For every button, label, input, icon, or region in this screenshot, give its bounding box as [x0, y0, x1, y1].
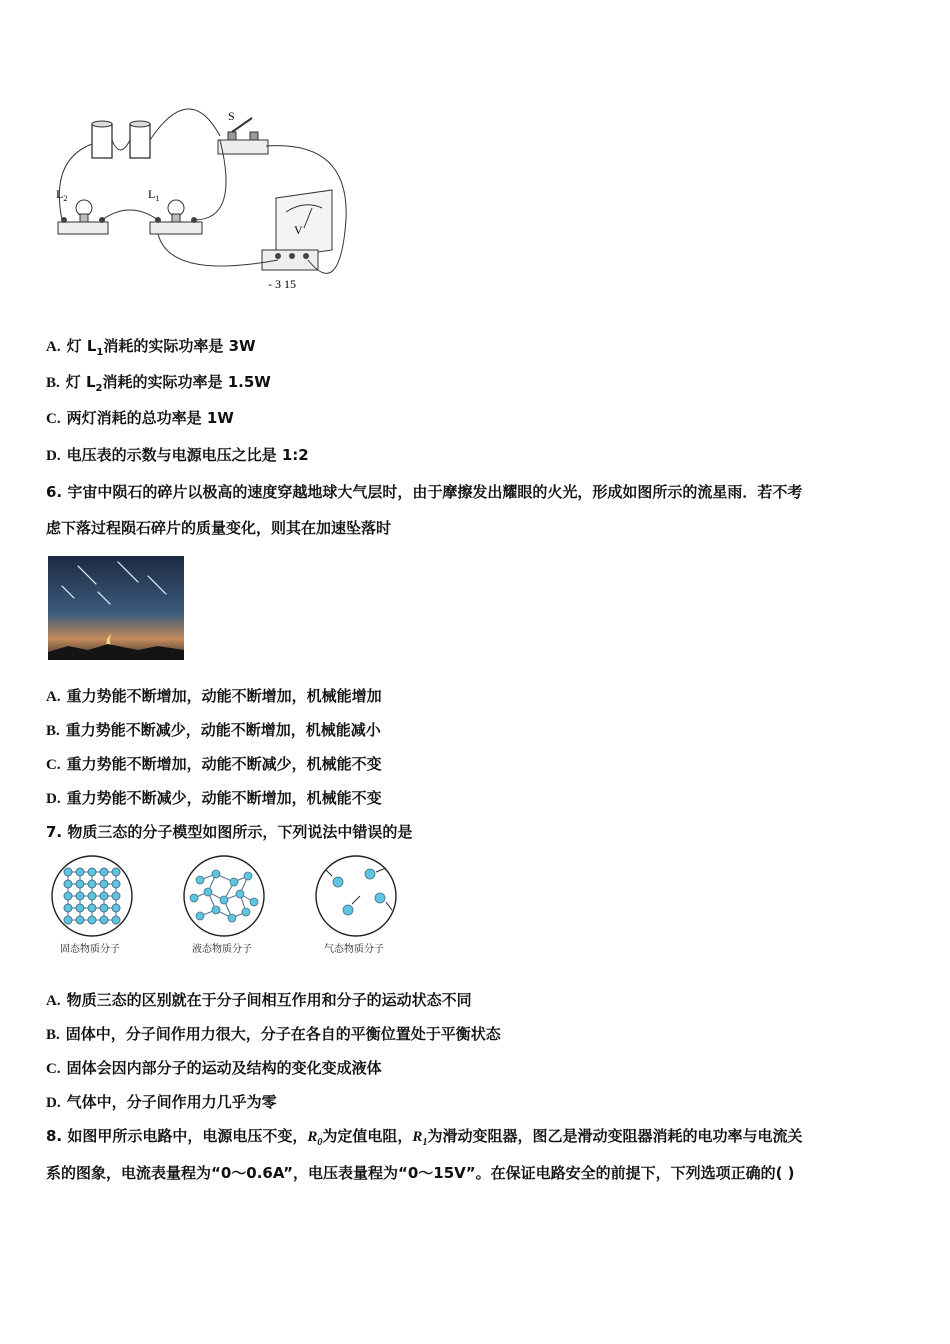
solid-molecule	[112, 880, 120, 888]
solid-molecule	[100, 904, 108, 912]
q5-option-a: A. 灯 $L_1$消耗的实际功率是 3W	[46, 337, 256, 358]
solid-molecule	[76, 892, 84, 900]
solid-model-icon	[52, 856, 132, 936]
switch-icon	[218, 118, 268, 154]
liquid-model-icon	[184, 856, 264, 936]
lamp-l2-icon	[58, 200, 108, 234]
q6-option-a: A. 重力势能不断增加，动能不断增加，机械能增加	[46, 687, 382, 705]
lamp2-sub: 2	[63, 194, 68, 203]
solid-molecule	[88, 880, 96, 888]
solid-molecule	[112, 892, 120, 900]
solid-molecule	[112, 916, 120, 924]
q8-stem-line1: 8. 如图甲所示电路中，电源电压不变，$R_0$为定值电阻，$R_1$为滑动变阻器，图乙是滑动变阻器消耗的电功率与电流关	[46, 1127, 803, 1148]
circuit-diagram	[50, 100, 360, 300]
solid-molecule	[64, 880, 72, 888]
caption-solid: 固态物质分子	[60, 944, 120, 955]
switch-label: S	[228, 109, 235, 123]
solid-molecule	[76, 916, 84, 924]
q6-option-c: C. 重力势能不断增加，动能不断减少，机械能不变	[46, 755, 382, 773]
lamp-l1-icon	[150, 200, 202, 234]
solid-molecule	[88, 868, 96, 876]
solid-molecule	[64, 868, 72, 876]
solid-molecule	[100, 868, 108, 876]
solid-molecule	[88, 892, 96, 900]
solid-molecule	[64, 916, 72, 924]
caption-liquid: 液态物质分子	[192, 944, 252, 955]
solid-molecule	[76, 868, 84, 876]
solid-molecule	[100, 880, 108, 888]
svg-text:L2	[56, 187, 67, 203]
q7-stem: 7. 物质三态的分子模型如图所示，下列说法中错误的是	[46, 823, 413, 841]
battery-icon	[92, 121, 150, 158]
q7-option-d: D. 气体中，分子间作用力几乎为零	[46, 1093, 277, 1111]
solid-molecule	[100, 892, 108, 900]
caption-gas: 气态物质分子	[324, 944, 384, 955]
q6-option-b: B. 重力势能不断减少，动能不断增加，机械能减小	[46, 721, 381, 739]
meter-label: V	[294, 223, 303, 237]
q6-stem-line1: 6. 宇宙中陨石的碎片以极高的速度穿越地球大气层时，由于摩擦发出耀眼的火光，形成如图所示的流星雨．若不考	[46, 483, 803, 501]
meteor-shower-image	[48, 556, 184, 660]
solid-molecule	[76, 904, 84, 912]
solid-molecule	[76, 880, 84, 888]
terminal-labels: - 3 15	[268, 277, 296, 291]
lamp1-sub: 1	[155, 194, 160, 203]
lamp2-label: L	[56, 187, 64, 201]
q6-stem-line2: 虑下落过程陨石碎片的质量变化，则其在加速坠落时	[46, 519, 392, 537]
molecule-states-diagram	[48, 852, 408, 962]
solid-molecule	[112, 868, 120, 876]
svg-text:L1	[148, 187, 159, 203]
q7-option-c: C. 固体会因内部分子的运动及结构的变化变成液体	[46, 1059, 382, 1077]
q6-option-d: D. 重力势能不断减少，动能不断增加，机械能不变	[46, 789, 382, 807]
q7-option-a: A. 物质三态的区别就在于分子间相互作用和分子的运动状态不同	[46, 991, 472, 1009]
solid-molecule	[64, 904, 72, 912]
q5-option-c: C. 两灯消耗的总功率是 1W	[46, 409, 234, 427]
solid-molecule	[112, 904, 120, 912]
solid-molecule	[64, 892, 72, 900]
gas-model-icon	[316, 856, 396, 936]
q8-stem-line2: 系的图象，电流表量程为“0～0.6A”，电压表量程为“0～15V”。在保证电路安全的前提下，下列选项正确的( )	[46, 1164, 795, 1182]
q5-option-b: B. 灯 $L_2$消耗的实际功率是 1.5W	[46, 373, 271, 394]
q7-option-b: B. 固体中，分子间作用力很大，分子在各自的平衡位置处于平衡状态	[46, 1025, 501, 1043]
q5-option-d: D. 电压表的示数与电源电压之比是 1:2	[46, 446, 309, 464]
solid-molecule	[100, 916, 108, 924]
solid-molecule	[88, 916, 96, 924]
lamp1-label: L	[148, 187, 156, 201]
solid-molecule	[88, 904, 96, 912]
